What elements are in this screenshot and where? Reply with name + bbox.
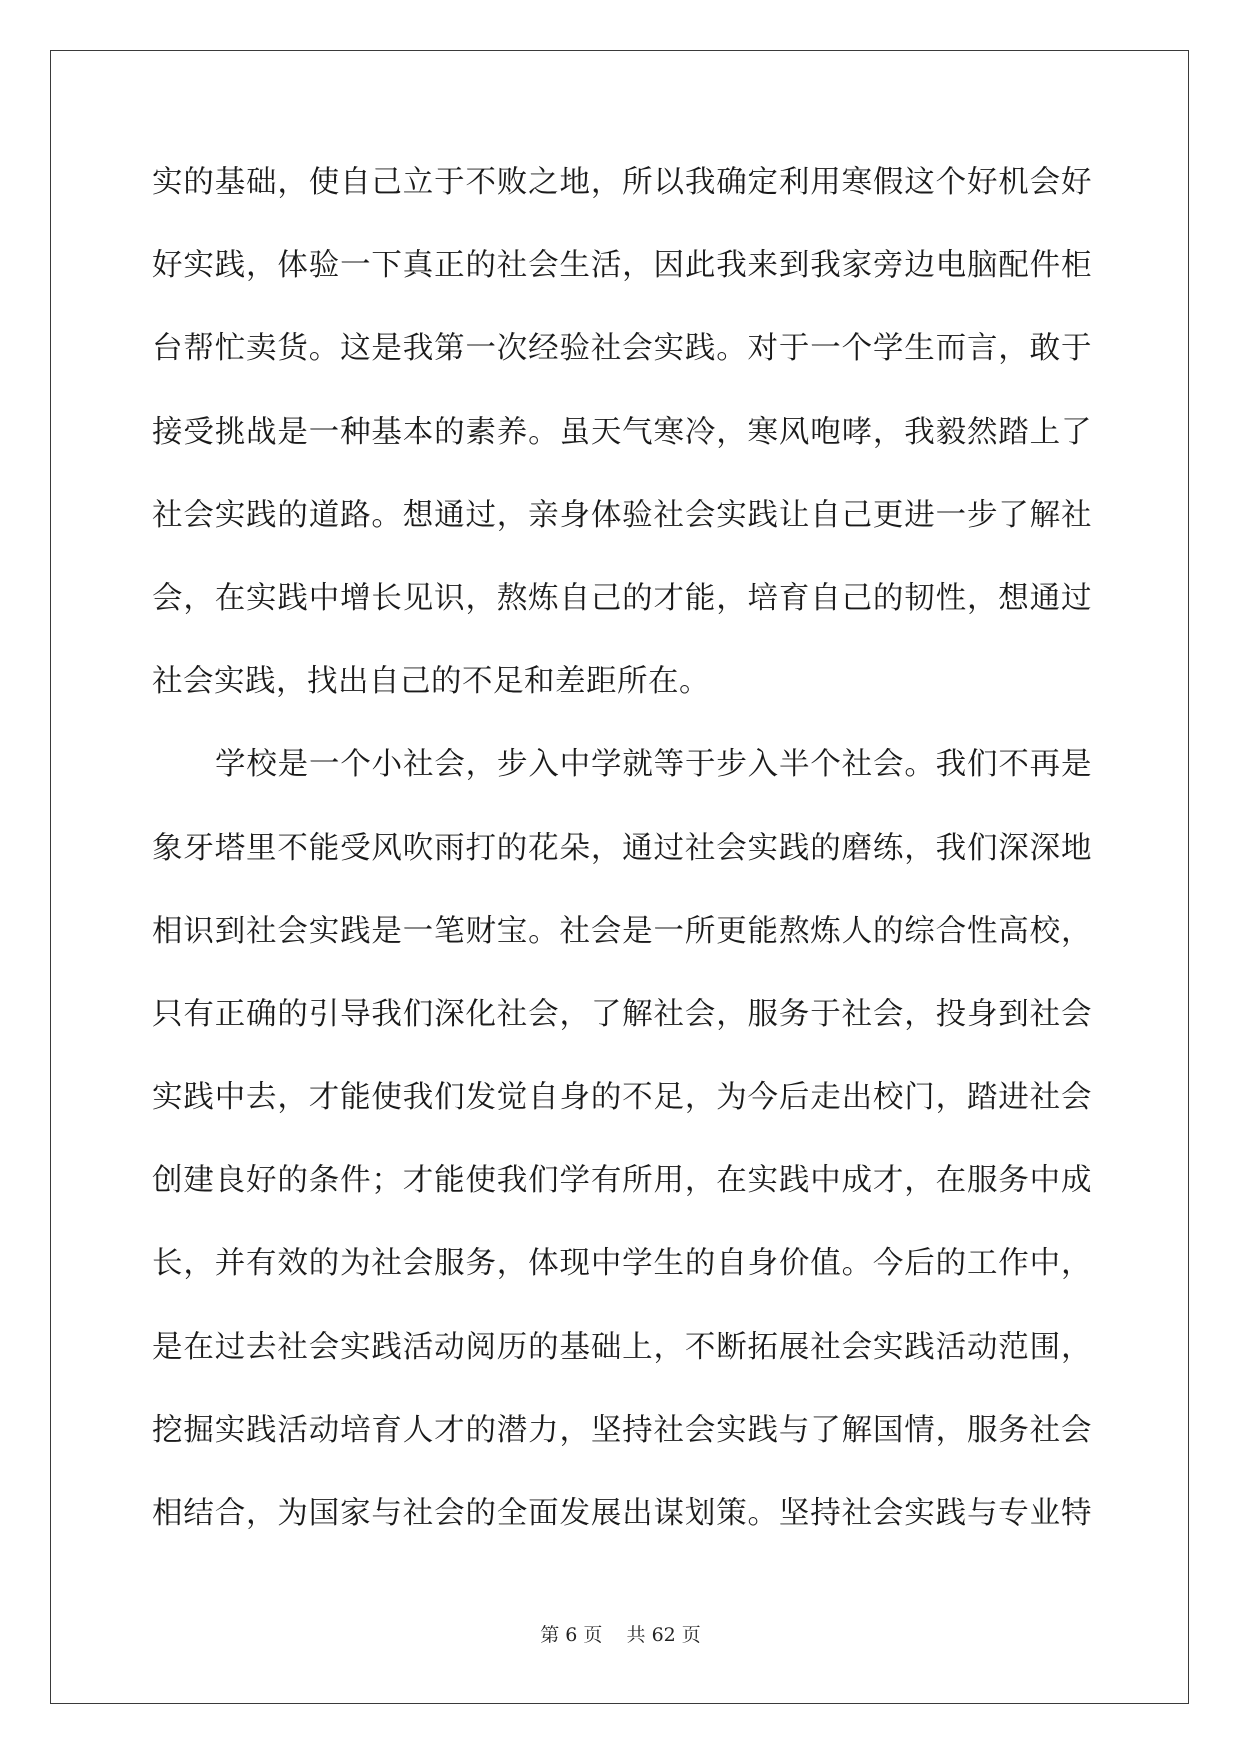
text-line: 实的基础，使自己立于不败之地，所以我确定利用寒假这个好机会好 — [152, 165, 1092, 200]
paragraph-first-line: 学校是一个小社会，步入中学就等于步入半个社会。我们不再是 — [215, 747, 1092, 783]
text-line: 只有正确的引导我们深化社会，了解社会，服务于社会，投身到社会 — [152, 996, 1092, 1032]
text-line: 好实践，体验一下真正的社会生活，因此我来到我家旁边电脑配件柜 — [152, 248, 1092, 284]
document-body — [152, 158, 1092, 1572]
text-line: 会，在实践中增长见识，熬炼自己的才能，培育自己的韧性，想通过 — [152, 580, 1092, 616]
text-line: 相结合，为国家与社会的全面发展出谋划策。坚持社会实践与专业特 — [152, 1496, 1092, 1531]
text-line: 长，并有效的为社会服务，体现中学生的自身价值。今后的工作中， — [152, 1246, 1092, 1282]
text-line: 台帮忙卖货。这是我第一次经验社会实践。对于一个学生而言，敢于 — [152, 331, 1092, 367]
text-line: 象牙塔里不能受风吹雨打的花朵，通过社会实践的磨练，我们深深地 — [152, 830, 1092, 866]
text-line: 创建良好的条件；才能使我们学有所用，在实践中成才，在服务中成 — [152, 1163, 1092, 1199]
text-line: 是在过去社会实践活动阅历的基础上，不断拓展社会实践活动范围， — [152, 1329, 1092, 1365]
text-line: 挖掘实践活动培育人才的潜力，坚持社会实践与了解国情，服务社会 — [152, 1412, 1092, 1448]
text-line: 社会实践，找出自己的不足和差距所在。 — [152, 664, 710, 700]
text-line: 社会实践的道路。想通过，亲身体验社会实践让自己更进一步了解社 — [152, 497, 1092, 533]
page-number: 第 6 页 共 62 页 — [540, 1624, 701, 1646]
text-line: 相识到社会实践是一笔财宝。社会是一所更能熬炼人的综合性高校， — [152, 913, 1092, 949]
text-line: 接受挑战是一种基本的素养。虽天气寒冷，寒风咆哮，我毅然踏上了 — [152, 414, 1092, 450]
page-footer — [0, 1620, 1241, 1647]
text-line: 实践中去，才能使我们发觉自身的不足，为今后走出校门，踏进社会 — [152, 1080, 1092, 1116]
